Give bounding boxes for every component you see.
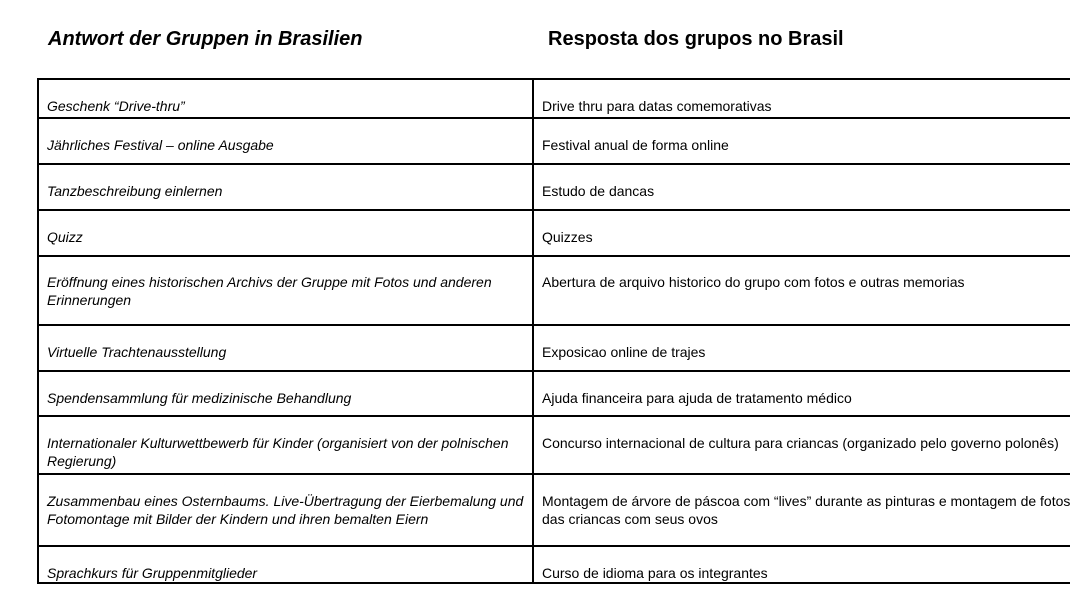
table-row xyxy=(38,256,1070,325)
german-cell-text: Tanzbeschreibung einlernen xyxy=(47,183,223,199)
german-cell xyxy=(38,325,533,371)
portuguese-cell-text: Curso de idioma para os integrantes xyxy=(542,565,768,581)
portuguese-cell-text: Abertura de arquivo historico do grupo com fotos e outras memorias xyxy=(542,274,965,290)
portuguese-cell xyxy=(533,371,1070,416)
german-cell xyxy=(38,474,533,546)
portuguese-cell-text: Estudo de dancas xyxy=(542,183,655,199)
portuguese-cell-text: Ajuda financeira para ajuda de tratamento médico xyxy=(542,390,852,406)
table-row xyxy=(38,416,1070,474)
table-row xyxy=(38,210,1070,256)
german-cell-text: Sprachkurs für Gruppenmitglieder xyxy=(47,565,258,581)
table-row xyxy=(38,474,1070,546)
table-row xyxy=(38,118,1070,164)
table-row xyxy=(38,325,1070,371)
portuguese-heading: Resposta dos grupos no Brasil xyxy=(548,28,844,50)
german-cell-text: Spendensammlung für medizinische Behandlung xyxy=(47,390,352,406)
portuguese-cell-text: Montagem de árvore de páscoa com “lives” durante as pinturas e montagem de fotos das criancas com seus ovos xyxy=(542,493,1070,527)
portuguese-cell xyxy=(533,79,1070,118)
german-heading: Antwort der Gruppen in Brasilien xyxy=(48,28,363,50)
german-cell-text: Eröffnung eines historischen Archivs der Gruppe mit Fotos und anderen Erinnerungen xyxy=(47,274,492,308)
german-cell-text: Quizz xyxy=(47,229,83,245)
german-cell-text: Internationaler Kulturwettbewerb für Kinder (organisiert von der polnischen Regierung) xyxy=(47,435,509,469)
portuguese-cell xyxy=(533,474,1070,546)
portuguese-cell-text: Quizzes xyxy=(542,229,593,245)
table-row xyxy=(38,371,1070,416)
portuguese-cell xyxy=(533,164,1070,210)
portuguese-cell-text: Concurso internacional de cultura para criancas (organizado pelo governo polonês) xyxy=(542,435,1059,451)
portuguese-cell xyxy=(533,546,1070,583)
portuguese-cell-text: Festival anual de forma online xyxy=(542,137,729,153)
portuguese-cell xyxy=(533,325,1070,371)
german-cell xyxy=(38,79,533,118)
portuguese-cell xyxy=(533,118,1070,164)
german-cell xyxy=(38,371,533,416)
german-cell xyxy=(38,118,533,164)
german-cell-text: Zusammenbau eines Osternbaums. Live-Übertragung der Eierbemalung und Fotomontage mit Bilder der Kindern und ihren bemalten Eiern xyxy=(47,493,524,527)
german-cell xyxy=(38,164,533,210)
portuguese-cell xyxy=(533,210,1070,256)
portuguese-cell-text: Exposicao online de trajes xyxy=(542,344,706,360)
german-cell xyxy=(38,416,533,474)
table-row xyxy=(38,164,1070,210)
german-cell-text: Geschenk “Drive-thru” xyxy=(47,98,185,114)
german-cell-text: Virtuelle Trachtenausstellung xyxy=(47,344,227,360)
table-row xyxy=(38,79,1070,118)
comparison-table xyxy=(37,78,1070,584)
table-row xyxy=(38,546,1070,583)
german-cell xyxy=(38,210,533,256)
german-cell xyxy=(38,546,533,583)
german-cell-text: Jährliches Festival – online Ausgabe xyxy=(47,137,274,153)
portuguese-cell xyxy=(533,256,1070,325)
portuguese-cell xyxy=(533,416,1070,474)
german-cell xyxy=(38,256,533,325)
portuguese-cell-text: Drive thru para datas comemorativas xyxy=(542,98,772,114)
